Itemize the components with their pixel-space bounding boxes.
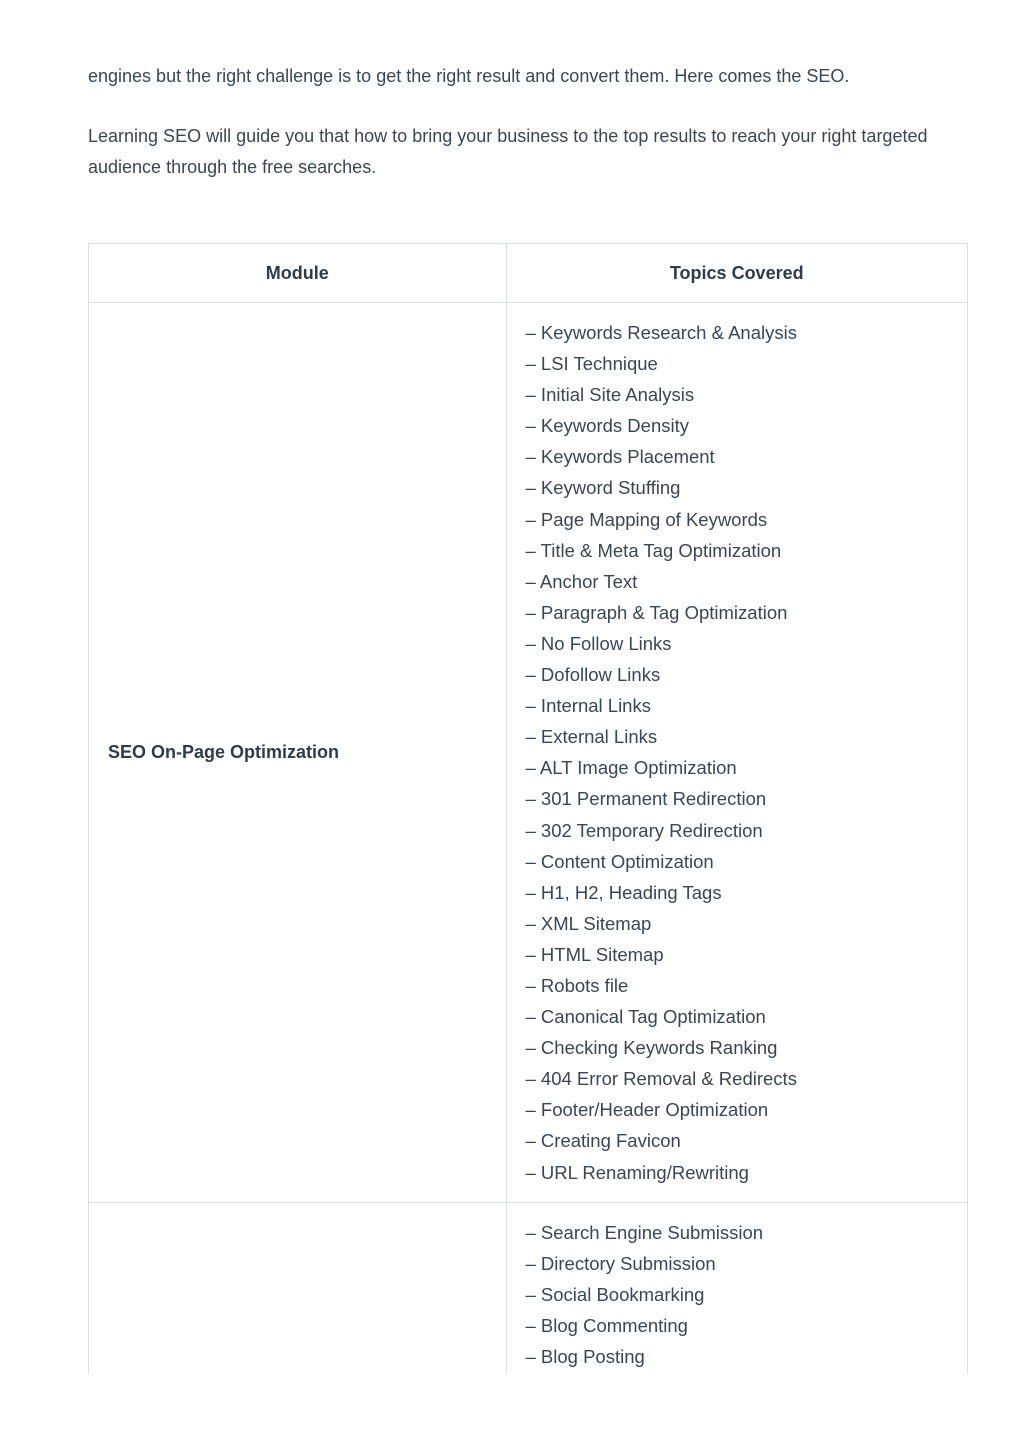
intro-paragraph: Learning SEO will guide you that how to bring your business to the top results to reach your right targeted audience through the free searches. <box>88 126 928 177</box>
topic-item: – Keywords Research & Analysis <box>525 322 797 343</box>
topic-item: – H1, H2, Heading Tags <box>525 881 722 903</box>
topic-item: – 301 Permanent Redirection <box>525 788 767 810</box>
topic-item: – XML Sitemap <box>525 912 652 934</box>
table-row <box>89 303 967 1203</box>
topic-item: – Search Engine Submission <box>525 1221 764 1243</box>
topic-item: – HTML Sitemap <box>525 943 664 965</box>
topic-item: – External Links <box>525 726 658 748</box>
table-header-row <box>89 244 967 303</box>
topic-item: – Paragraph & Tag Optimization <box>525 601 788 623</box>
topic-item: – Footer/Header Optimization <box>525 1099 769 1121</box>
topic-item: – Robots file <box>525 974 629 996</box>
topics-list <box>506 1202 967 1374</box>
topics-list <box>506 303 967 1203</box>
topic-item: – Blog Posting <box>525 1346 645 1367</box>
topic-item: – Canonical Tag Optimization <box>525 1006 766 1028</box>
topic-item: – Creating Favicon <box>525 1130 681 1152</box>
topic-item: – Content Optimization <box>525 850 714 872</box>
topic-item: – LSI Technique <box>525 353 658 375</box>
module-name: SEO On-Page Optimization <box>89 303 506 1203</box>
topic-item: – Anchor Text <box>525 570 638 592</box>
topic-item: – Page Mapping of Keywords <box>525 508 768 530</box>
topic-item: – Title & Meta Tag Optimization <box>525 539 782 561</box>
topic-item: – Checking Keywords Ranking <box>525 1037 778 1059</box>
topic-item: – ALT Image Optimization <box>525 757 737 779</box>
topic-item: – Directory Submission <box>525 1252 716 1274</box>
module-column-header: Module <box>89 244 506 303</box>
topic-item: – Social Bookmarking <box>525 1283 705 1305</box>
module-name <box>89 1202 506 1374</box>
topic-item: – Initial Site Analysis <box>525 384 695 406</box>
topic-item: – 302 Temporary Redirection <box>525 819 763 841</box>
topic-item: – URL Renaming/Rewriting <box>525 1161 749 1183</box>
topic-item: – Keywords Density <box>525 415 689 437</box>
topic-item: – Blog Commenting <box>525 1314 688 1336</box>
table-row <box>89 1202 967 1374</box>
topic-item: – Dofollow Links <box>525 664 661 686</box>
topic-item: – Keyword Stuffing <box>525 477 681 499</box>
topic-item: – Keywords Placement <box>525 446 715 468</box>
topic-item: – 404 Error Removal & Redirects <box>525 1068 797 1090</box>
course-modules-table <box>88 243 968 1374</box>
topic-item: – No Follow Links <box>525 632 672 654</box>
intro-paragraph: engines but the right challenge is to get the right result and convert them. Here comes the SEO. <box>88 66 850 86</box>
topic-item: – Internal Links <box>525 695 651 717</box>
topics-column-header: Topics Covered <box>506 244 967 303</box>
